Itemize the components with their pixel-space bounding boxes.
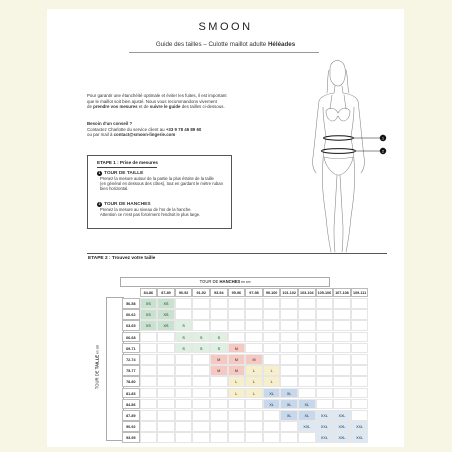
size-cell: XXL [316, 421, 334, 432]
hips-line-2: Attention ce n'est pas forcément l'endroit le plus large. [100, 212, 201, 217]
size-guide-page [47, 9, 404, 447]
size-cell: S [192, 343, 210, 354]
size-cell [140, 421, 158, 432]
size-cell [175, 432, 193, 443]
size-cell [192, 388, 210, 399]
size-cell: XXL [333, 421, 351, 432]
size-cell [157, 421, 175, 432]
waist-row-header: 75-77 [122, 365, 140, 376]
size-cell [333, 365, 351, 376]
hips-col-header: 109-111 [351, 288, 369, 297]
size-cell [263, 421, 281, 432]
size-cell [210, 298, 228, 309]
size-cell [228, 399, 246, 410]
size-cell: XXL [333, 432, 351, 443]
contact-phone[interactable]: +33 9 78 46 89 60 [165, 126, 202, 132]
size-cell [245, 320, 263, 331]
size-cell [157, 399, 175, 410]
size-cell [351, 332, 369, 343]
size-cell [140, 365, 158, 376]
size-cell: L [263, 376, 281, 387]
size-cell: XXL [316, 432, 334, 443]
size-cell [298, 309, 316, 320]
size-cell [228, 309, 246, 320]
waist-row-header: 72-74 [122, 354, 140, 365]
size-cell: L [245, 376, 263, 387]
size-cell [210, 421, 228, 432]
hips-col-header: 97-98 [245, 288, 263, 297]
hips-title: TOUR DE HANCHES [104, 202, 151, 207]
size-cell [333, 388, 351, 399]
waist-row-header: 84-86 [122, 399, 140, 410]
hips-col-header: 99-100 [263, 288, 281, 297]
size-cell [298, 388, 316, 399]
size-cell [245, 421, 263, 432]
size-cell [351, 298, 369, 309]
waist-title: TOUR DE TAILLE [104, 171, 144, 176]
size-cell: XL [263, 399, 281, 410]
size-cell: M [210, 354, 228, 365]
size-cell [192, 421, 210, 432]
contact-phone-line: Contactez Charlotte du service client au +33 9 78 46 89 60 [87, 126, 202, 132]
size-cell [192, 320, 210, 331]
waist-line-2: (en général en dessous des côtes), tout en gardant le mètre ruban [100, 181, 223, 186]
body-illustration [283, 57, 393, 257]
size-cell [316, 343, 334, 354]
size-cell [157, 410, 175, 421]
step1-divider [97, 167, 157, 168]
size-cell: L [228, 388, 246, 399]
size-cell [298, 376, 316, 387]
size-cell [298, 354, 316, 365]
waist-instructions [97, 171, 227, 191]
size-cell [298, 343, 316, 354]
hips-instructions [97, 202, 227, 217]
size-cell [140, 388, 158, 399]
size-cell: XS [140, 298, 158, 309]
page-title [47, 41, 404, 48]
intro-line-2: que le maillot soit bien ajusté. Nous vous recommandons vivement [87, 98, 217, 104]
size-cell [263, 320, 281, 331]
size-cell: XXL [298, 421, 316, 432]
size-cell [333, 343, 351, 354]
size-cell: XS [157, 320, 175, 331]
size-cell [351, 309, 369, 320]
size-cell: L [245, 388, 263, 399]
size-cell: S [175, 320, 193, 331]
hips-axis-title: TOUR DE HANCHES en cm [120, 277, 330, 287]
size-cell [140, 343, 158, 354]
size-cell [263, 343, 281, 354]
size-cell [192, 399, 210, 410]
size-cell [228, 432, 246, 443]
waist-line-1: Prenez la mesure autour de la partie la plus étroite de la taille [100, 176, 214, 181]
size-cell: XXL [316, 410, 334, 421]
waist-line-3: bien horizontal. [100, 186, 129, 191]
marker-1-label: 1 [381, 135, 385, 141]
size-cell [333, 399, 351, 410]
size-cell [245, 399, 263, 410]
size-cell: M [210, 365, 228, 376]
size-cell: S [175, 343, 193, 354]
size-cell [228, 320, 246, 331]
waist-row-header: 93-95 [122, 432, 140, 443]
size-cell [333, 354, 351, 365]
size-cell [280, 332, 298, 343]
step1-box [87, 155, 232, 229]
size-cell: XS [140, 320, 158, 331]
size-cell: L [245, 365, 263, 376]
contact-block [87, 121, 237, 138]
size-cell: XL [280, 399, 298, 410]
size-cell [351, 354, 369, 365]
size-cell [333, 376, 351, 387]
size-cell: XS [157, 309, 175, 320]
size-cell [316, 376, 334, 387]
size-cell [157, 365, 175, 376]
size-cell [140, 354, 158, 365]
size-cell [280, 343, 298, 354]
size-cell [316, 309, 334, 320]
size-cell [192, 376, 210, 387]
size-cell [298, 432, 316, 443]
size-cell [351, 388, 369, 399]
hips-col-header: 90-92 [175, 288, 193, 297]
size-cell [140, 432, 158, 443]
brand-logo: SMOON [198, 21, 253, 33]
size-cell [140, 332, 158, 343]
size-cell [157, 343, 175, 354]
size-cell [316, 365, 334, 376]
size-cell [245, 332, 263, 343]
waist-row-header: 63-65 [122, 320, 140, 331]
size-cell: S [210, 332, 228, 343]
size-cell [280, 421, 298, 432]
size-cell [245, 343, 263, 354]
size-cell [192, 365, 210, 376]
size-cell [210, 320, 228, 331]
size-cell [140, 399, 158, 410]
intro-line-3: de prendre vos mesures et de suivre le guide des tailles ci-dessous. [87, 104, 225, 110]
size-cell: XL [298, 399, 316, 410]
size-cell [210, 399, 228, 410]
size-cell [140, 410, 158, 421]
size-cell [351, 320, 369, 331]
size-cell [157, 354, 175, 365]
size-cell [210, 309, 228, 320]
size-cell [316, 332, 334, 343]
size-cell [263, 309, 281, 320]
size-cell [140, 376, 158, 387]
size-cell [280, 432, 298, 443]
size-cell [175, 399, 193, 410]
hips-line-1: Prenez la mesure au niveau de l'os de la hanche. [100, 207, 192, 212]
hips-col-header: 101-102 [280, 288, 298, 297]
size-cell: XL [263, 388, 281, 399]
size-cell [210, 432, 228, 443]
size-cell: S [192, 332, 210, 343]
size-cell [263, 298, 281, 309]
size-cell [351, 376, 369, 387]
size-cell [333, 320, 351, 331]
size-cell [210, 388, 228, 399]
size-cell [333, 298, 351, 309]
size-cell [351, 365, 369, 376]
size-cell [210, 410, 228, 421]
size-cell [263, 332, 281, 343]
size-cell [316, 399, 334, 410]
waist-axis-title: TOUR DE TAILLE en cm [94, 344, 100, 390]
size-cell [263, 354, 281, 365]
size-cell [175, 354, 193, 365]
hips-col-header: 107-108 [333, 288, 351, 297]
intro-line-1: Pour garantir une étanchéité optimale et éviter les fuites, il est important [87, 93, 227, 98]
size-cell [298, 298, 316, 309]
size-cell: M [228, 354, 246, 365]
waist-row-header: 90-92 [122, 421, 140, 432]
size-cell [263, 410, 281, 421]
size-cell [333, 332, 351, 343]
size-cell: XXL [351, 421, 369, 432]
step1-title: ETAPE 1 : Prise de mesures [97, 160, 158, 165]
size-cell [175, 298, 193, 309]
marker-2-label: 2 [381, 148, 385, 154]
size-cell [351, 343, 369, 354]
waist-row-header: 66-68 [122, 332, 140, 343]
size-cell: XS [140, 309, 158, 320]
title-divider [129, 52, 319, 53]
size-cell [175, 410, 193, 421]
size-cell [316, 354, 334, 365]
size-cell: M [228, 343, 246, 354]
size-cell: XL [280, 410, 298, 421]
size-cell [245, 432, 263, 443]
waist-row-header: 81-83 [122, 388, 140, 399]
page-title-product: Héléades [267, 41, 296, 48]
contact-email[interactable]: contact@smoon-lingerie.com [113, 132, 176, 138]
size-cell: M [228, 365, 246, 376]
size-cell [316, 388, 334, 399]
size-cell [351, 399, 369, 410]
size-cell [157, 376, 175, 387]
size-cell [298, 320, 316, 331]
intro-text [87, 93, 237, 110]
size-cell [245, 410, 263, 421]
size-cell: XXL [333, 410, 351, 421]
size-cell [280, 320, 298, 331]
size-cell [157, 388, 175, 399]
step2-title: ETAPE 2 : Trouvez votre taille [88, 256, 156, 261]
hips-col-header: 95-96 [228, 288, 246, 297]
size-cell [175, 376, 193, 387]
contact-email-line: ou par mail à contact@smoon-lingerie.com [87, 132, 176, 138]
size-cell [316, 298, 334, 309]
size-cell [280, 298, 298, 309]
size-cell [280, 309, 298, 320]
size-cell [228, 298, 246, 309]
hips-col-header: 91-92 [192, 288, 210, 297]
size-cell [192, 432, 210, 443]
size-cell [175, 365, 193, 376]
contact-heading: Besoin d'un conseil ? [87, 121, 133, 126]
size-cell [210, 376, 228, 387]
waist-row-header: 87-89 [122, 410, 140, 421]
size-cell [280, 354, 298, 365]
size-cell: L [263, 365, 281, 376]
waist-number-badge: 1 [98, 171, 101, 175]
size-cell [245, 309, 263, 320]
waist-row-header: 60-62 [122, 309, 140, 320]
hips-col-header: 87-89 [157, 288, 175, 297]
size-cell [157, 432, 175, 443]
size-cell: S [175, 332, 193, 343]
size-cell: XL [298, 410, 316, 421]
size-cell [316, 320, 334, 331]
waist-row-header: 69-71 [122, 343, 140, 354]
size-cell [263, 432, 281, 443]
page-title-text: Guide des tailles – Culotte maillot adulte [155, 41, 268, 48]
size-cell: XL [280, 388, 298, 399]
hips-col-header: 93-94 [210, 288, 228, 297]
size-cell [192, 298, 210, 309]
hips-col-header: 105-106 [316, 288, 334, 297]
size-cell [245, 298, 263, 309]
size-cell: L [228, 376, 246, 387]
size-cell [175, 309, 193, 320]
size-cell: M [245, 354, 263, 365]
size-cell [351, 410, 369, 421]
size-cell [333, 309, 351, 320]
size-cell [175, 421, 193, 432]
size-cell [175, 388, 193, 399]
size-cell [228, 421, 246, 432]
size-cell [228, 410, 246, 421]
size-cell [192, 309, 210, 320]
size-cell [280, 365, 298, 376]
size-cell: XS [157, 298, 175, 309]
hips-col-header: 103-104 [298, 288, 316, 297]
size-cell [228, 332, 246, 343]
hips-col-header: 84-86 [140, 288, 158, 297]
size-cell [298, 365, 316, 376]
size-cell [280, 376, 298, 387]
size-cell [192, 410, 210, 421]
size-cell: S [210, 343, 228, 354]
waist-row-header: 56-58 [122, 298, 140, 309]
size-cell [157, 332, 175, 343]
size-cell: XXL [351, 432, 369, 443]
hips-number-badge: 2 [98, 202, 101, 206]
step2-section [87, 253, 387, 261]
size-cell [298, 332, 316, 343]
size-cell [192, 354, 210, 365]
waist-row-header: 78-80 [122, 376, 140, 387]
